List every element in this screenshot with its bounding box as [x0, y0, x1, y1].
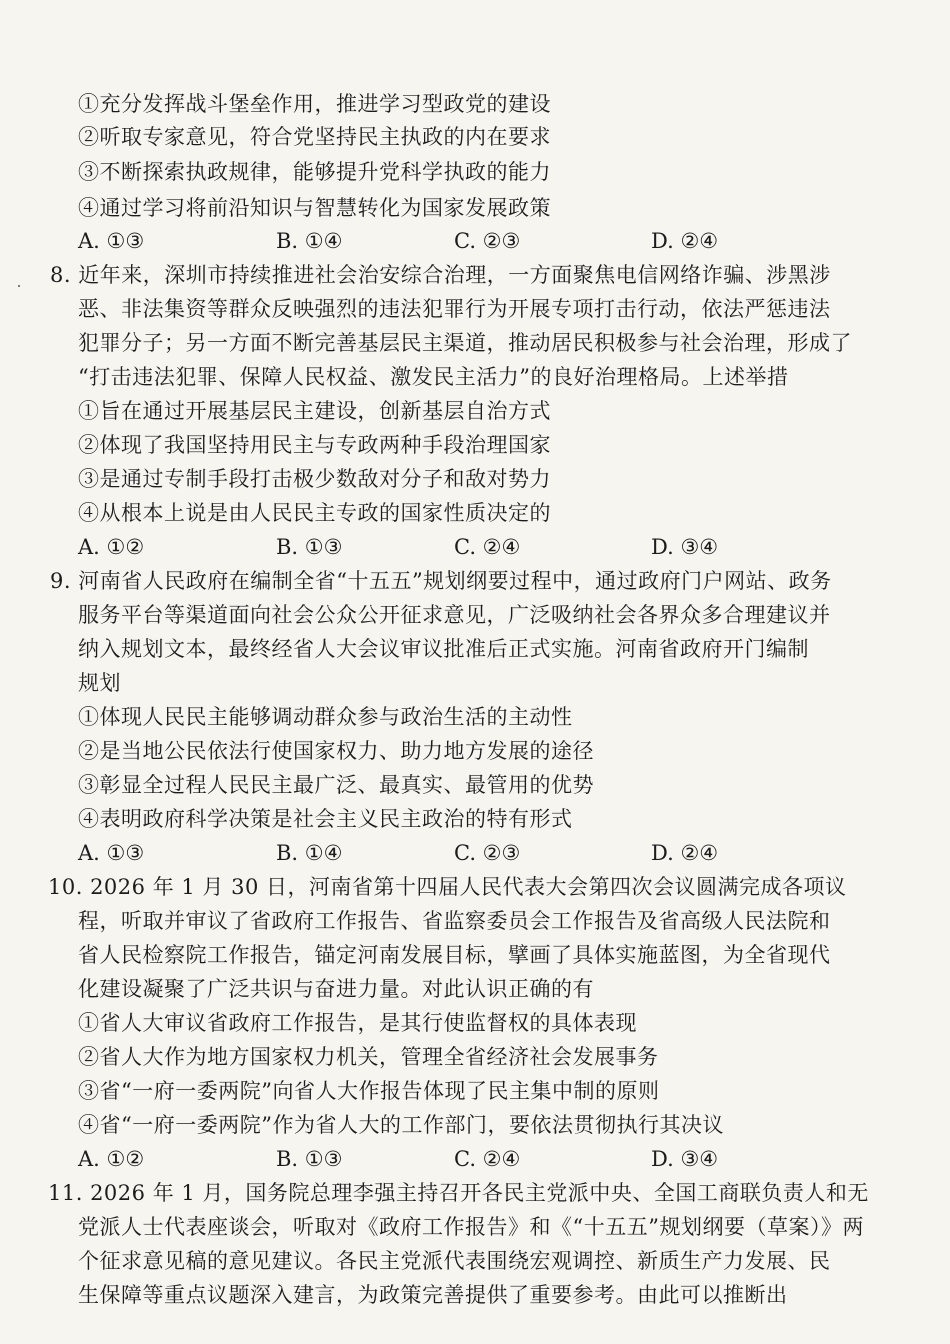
- q8-stem-line-4: “打击违法犯罪、保障人民权益、激发民主活力”的良好治理格局。上述举措: [78, 365, 789, 389]
- q10-choice-c: C. ②④: [454, 1147, 521, 1171]
- q8-choice-c: C. ②④: [454, 535, 521, 559]
- q9-option-4: ④表明政府科学决策是社会主义民主政治的特有形式: [78, 807, 573, 831]
- q11-stem-line-1: 11. 2026 年 1 月，国务院总理李强主持召开各民主党派中央、全国工商联负责人和无: [48, 1181, 869, 1205]
- q10-choice-b: B. ①③: [276, 1147, 343, 1171]
- q10-option-4: ④省“一府一委两院”作为省人大的工作部门，要依法贯彻执行其决议: [78, 1113, 724, 1137]
- q9-choice-a: A. ①③: [78, 841, 145, 865]
- q10-stem-line-2: 程，听取并审议了省政府工作报告、省监察委员会工作报告及省高级人民法院和: [78, 909, 831, 933]
- q10-stem-line-4: 化建设凝聚了广泛共识与奋进力量。对此认识正确的有: [78, 977, 594, 1001]
- q10-choice-a: A. ①②: [78, 1147, 145, 1171]
- q8-option-4: ④从根本上说是由人民民主专政的国家性质决定的: [78, 501, 551, 525]
- q8-stem-line-1: 8. 近年来，深圳市持续推进社会治安综合治理，一方面聚焦电信网络诈骗、涉黑涉: [50, 263, 831, 287]
- q9-stem-line-2: 服务平台等渠道面向社会公众公开征求意见，广泛吸纳社会各界众多合理建议并: [78, 603, 831, 627]
- q9-stem-line-1: 9. 河南省人民政府在编制全省“十五五”规划纲要过程中，通过政府门户网站、政务: [50, 569, 832, 593]
- q8-choice-a: A. ①②: [78, 535, 145, 559]
- q10-choice-d: D. ③④: [651, 1147, 719, 1171]
- q10-stem-line-3: 省人民检察院工作报告，锚定河南发展目标，擘画了具体实施蓝图，为全省现代: [78, 943, 831, 967]
- q9-option-1: ①体现人民民主能够调动群众参与政治生活的主动性: [78, 705, 573, 729]
- q10-option-3: ③省“一府一委两院”向省人大作报告体现了民主集中制的原则: [78, 1079, 660, 1103]
- q7-option-4: ④通过学习将前沿知识与智慧转化为国家发展政策: [78, 196, 551, 220]
- q11-stem-line-4: 生保障等重点议题深入建言，为政策完善提供了重要参考。由此可以推断出: [78, 1283, 788, 1307]
- q11-stem-line-2: 党派人士代表座谈会，听取对《政府工作报告》和《“十五五”规划纲要（草案）》两: [78, 1215, 864, 1239]
- scan-speck: [18, 285, 20, 287]
- q8-stem-line-2: 恶、非法集资等群众反映强烈的违法犯罪行为开展专项打击行动，依法严惩违法: [78, 297, 831, 321]
- q10-stem-line-1: 10. 2026 年 1 月 30 日，河南省第十四届人民代表大会第四次会议圆满完成各项议: [48, 875, 847, 899]
- q11-stem-line-3: 个征求意见稿的意见建议。各民主党派代表围绕宏观调控、新质生产力发展、民: [78, 1249, 831, 1273]
- q8-stem-line-3: 犯罪分子；另一方面不断完善基层民主渠道，推动居民积极参与社会治理，形成了: [78, 331, 852, 355]
- q8-option-3: ③是通过专制手段打击极少数敌对分子和敌对势力: [78, 467, 551, 491]
- q8-choice-b: B. ①③: [276, 535, 343, 559]
- q7-choice-b: B. ①④: [276, 229, 343, 253]
- q9-choice-d: D. ②④: [651, 841, 719, 865]
- q9-choice-c: C. ②③: [454, 841, 521, 865]
- q9-option-3: ③彰显全过程人民民主最广泛、最真实、最管用的优势: [78, 773, 594, 797]
- q7-option-1: ①充分发挥战斗堡垒作用，推进学习型政党的建设: [78, 92, 551, 116]
- q8-option-2: ②体现了我国坚持用民主与专政两种手段治理国家: [78, 433, 551, 457]
- q9-option-2: ②是当地公民依法行使国家权力、助力地方发展的途径: [78, 739, 594, 763]
- q7-choice-a: A. ①③: [78, 229, 145, 253]
- q7-option-2: ②听取专家意见，符合党坚持民主执政的内在要求: [78, 125, 551, 149]
- q7-choice-c: C. ②③: [454, 229, 521, 253]
- q8-choice-d: D. ③④: [651, 535, 719, 559]
- q8-option-1: ①旨在通过开展基层民主建设，创新基层自治方式: [78, 399, 551, 423]
- q7-option-3: ③不断探索执政规律，能够提升党科学执政的能力: [78, 160, 551, 184]
- q10-option-1: ①省人大审议省政府工作报告，是其行使监督权的具体表现: [78, 1011, 637, 1035]
- q9-stem-line-4: 规划: [78, 671, 121, 695]
- q9-choice-b: B. ①④: [276, 841, 343, 865]
- q10-option-2: ②省人大作为地方国家权力机关，管理全省经济社会发展事务: [78, 1045, 659, 1069]
- q9-stem-line-3: 纳入规划文本，最终经省人大会议审议批准后正式实施。河南省政府开门编制: [78, 637, 809, 661]
- q7-choice-d: D. ②④: [651, 229, 719, 253]
